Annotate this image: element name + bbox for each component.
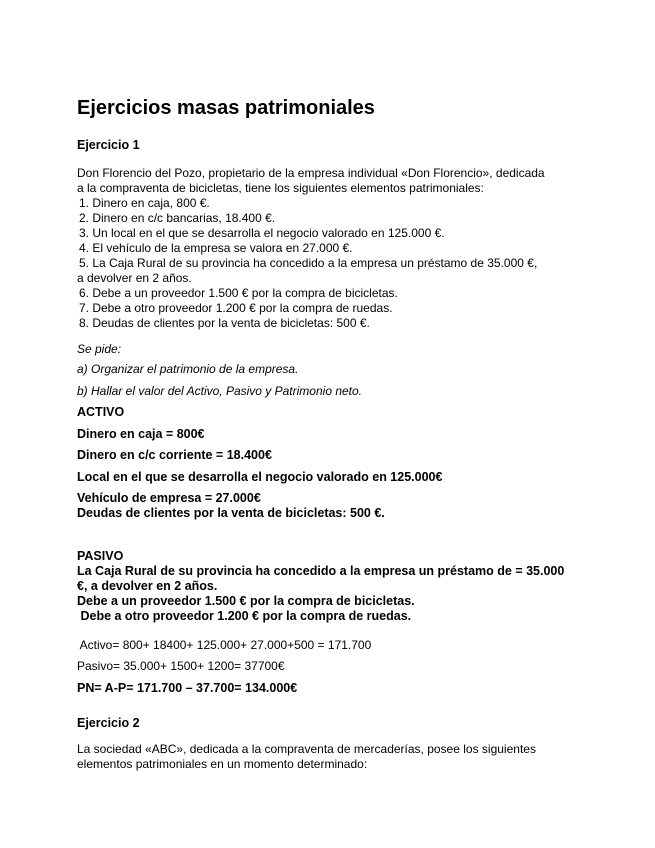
- exercise-1-statement: [77, 166, 592, 331]
- exercise-2-statement: [77, 742, 592, 772]
- activo-formula: Activo= 800+ 18400+ 125.000+ 27.000+500 = 171.700: [77, 638, 372, 652]
- list-item-continuation: a devolver en 2 años.: [77, 271, 192, 285]
- task-b: b) Hallar el valor del Activo, Pasivo y Patrimonio neto.: [77, 384, 363, 398]
- intro-line: Don Florencio del Pozo, propietario de la empresa individual «Don Florencio», dedicada: [77, 166, 545, 180]
- exercise-1-heading: Ejercicio 1: [77, 138, 140, 152]
- task-a: a) Organizar el patrimonio de la empresa.: [77, 362, 299, 376]
- pasivo-item: La Caja Rural de su provincia ha concedido a la empresa un préstamo de = 35.000: [77, 564, 565, 578]
- pasivo-item: Debe a un proveedor 1.500 € por la compra de bicicletas.: [77, 594, 415, 608]
- list-item: 4. El vehículo de la empresa se valora en 27.000 €.: [79, 241, 353, 255]
- list-item: 3. Un local en el que se desarrolla el negocio valorado en 125.000 €.: [79, 226, 445, 240]
- list-item: 6. Debe a un proveedor 1.500 € por la compra de bicicletas.: [79, 286, 398, 300]
- activo-item: Deudas de clientes por la venta de bicicletas: 500 €.: [77, 506, 385, 520]
- activo-items-group: [77, 491, 597, 521]
- list-item: 2. Dinero en c/c bancarias, 18.400 €.: [79, 211, 276, 225]
- se-pide-label: Se pide:: [77, 342, 122, 356]
- pasivo-heading: PASIVO: [77, 549, 124, 563]
- exercise-2-heading: Ejercicio 2: [77, 716, 140, 730]
- pasivo-item: Debe a otro proveedor 1.200 € por la compra de ruedas.: [77, 609, 412, 623]
- document-title: Ejercicios masas patrimoniales: [77, 97, 375, 119]
- activo-item: Vehículo de empresa = 27.000€: [77, 491, 261, 505]
- pasivo-formula: Pasivo= 35.000+ 1500+ 1200= 37700€: [77, 659, 285, 673]
- pn-formula: PN= A-P= 171.700 – 37.700= 134.000€: [77, 681, 298, 695]
- list-item: 7. Debe a otro proveedor 1.200 € por la compra de ruedas.: [79, 301, 393, 315]
- pasivo-section: [77, 549, 597, 624]
- activo-item: Local en el que se desarrolla el negocio valorado en 125.000€: [77, 470, 443, 484]
- activo-item: Dinero en caja = 800€: [77, 427, 205, 441]
- pasivo-item: €, a devolver en 2 años.: [77, 579, 218, 593]
- activo-item: Dinero en c/c corriente = 18.400€: [77, 448, 272, 462]
- activo-heading: ACTIVO: [77, 405, 125, 419]
- list-item: 1. Dinero en caja, 800 €.: [79, 196, 210, 210]
- intro-line: La sociedad «ABC», dedicada a la compraventa de mercaderías, posee los siguientes: [77, 742, 536, 756]
- list-item: 8. Deudas de clientes por la venta de bicicletas: 500 €.: [79, 316, 370, 330]
- list-item: 5. La Caja Rural de su provincia ha concedido a la empresa un préstamo de 35.000 €,: [79, 256, 538, 270]
- intro-line: elementos patrimoniales en un momento determinado:: [77, 757, 368, 771]
- intro-line: a la compraventa de bicicletas, tiene los siguientes elementos patrimoniales:: [77, 181, 484, 195]
